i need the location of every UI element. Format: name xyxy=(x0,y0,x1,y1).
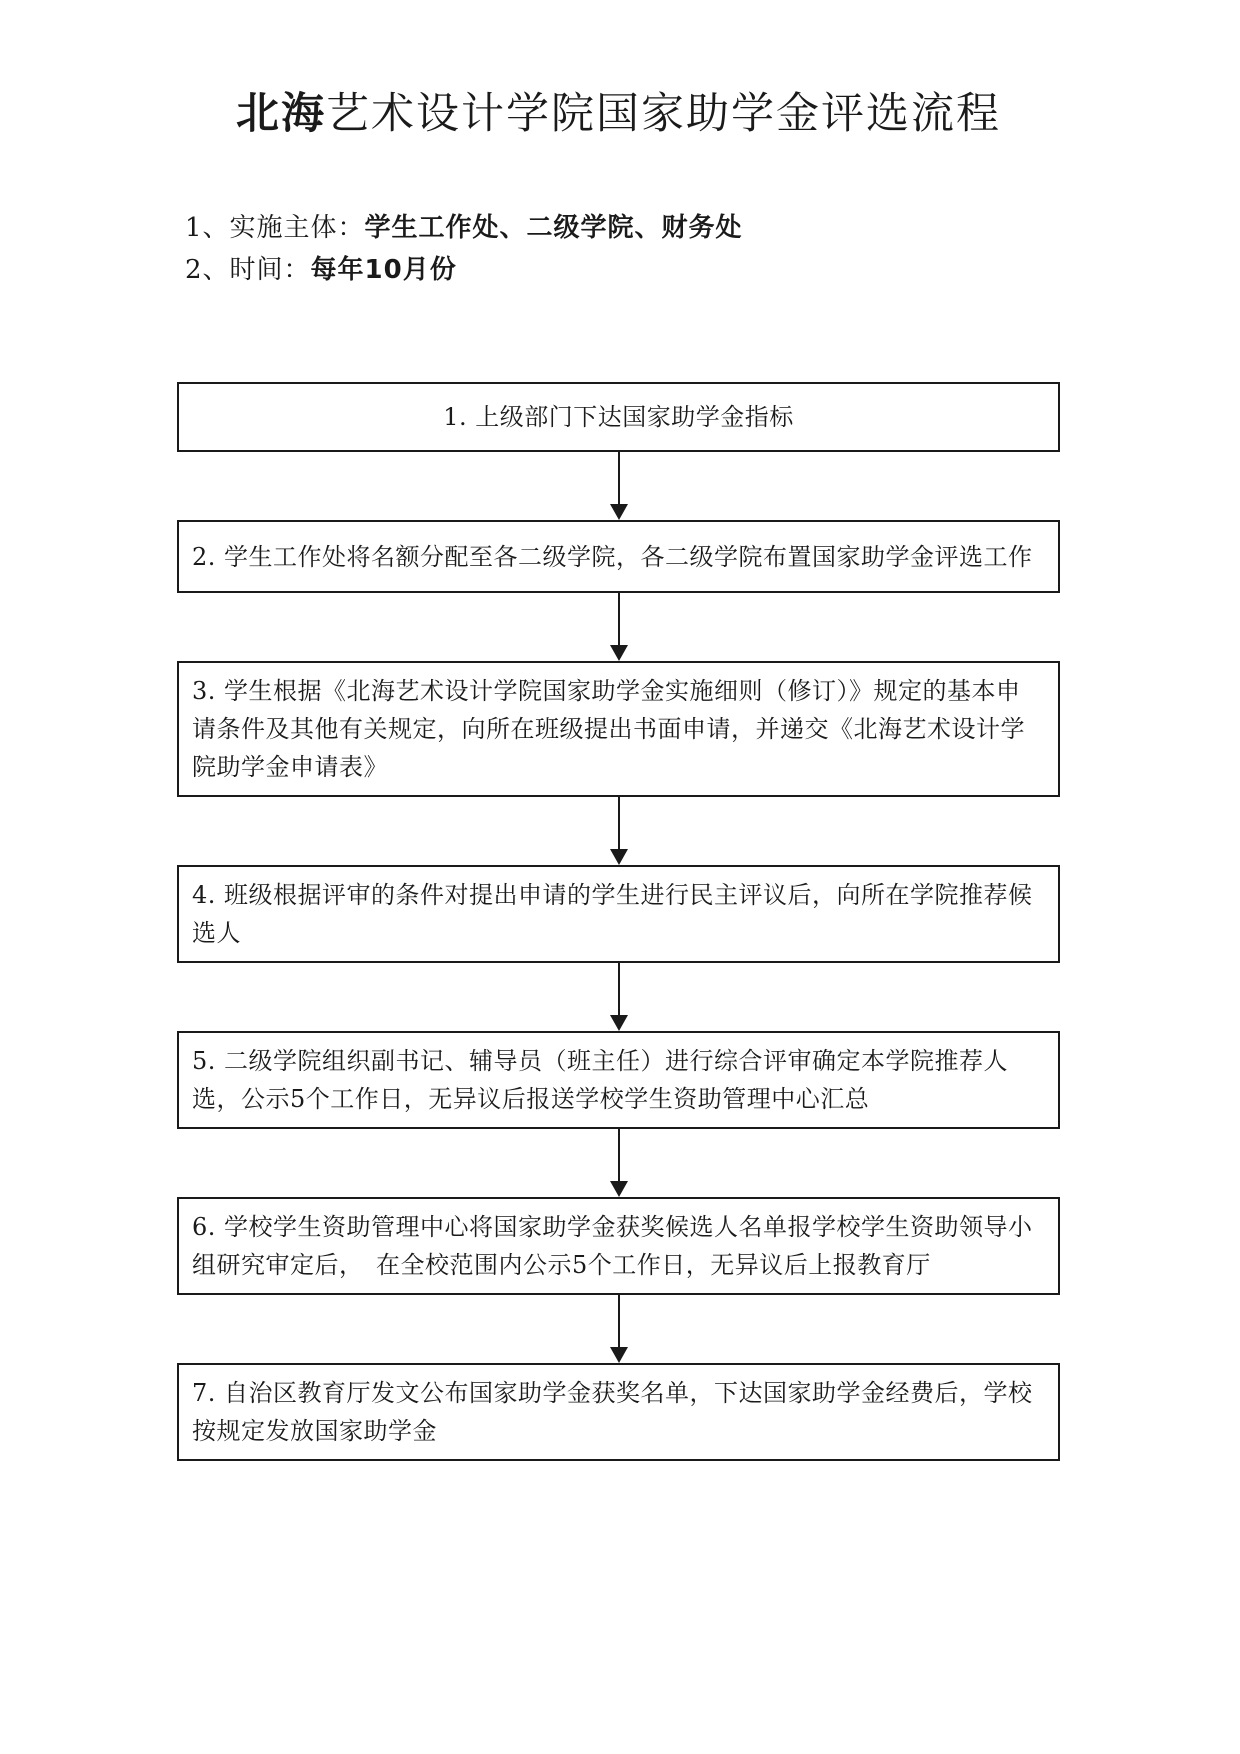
flow-step-6-text: 6. 学校学生资助管理中心将国家助学金获奖候选人名单报学校学生资助领导小组研究审定后， 在全校范围内公示5个工作日，无异议后上报教育厅 xyxy=(192,1213,1033,1279)
flowchart xyxy=(177,382,1060,1461)
meta-value-time: 每年10月份 xyxy=(310,255,457,285)
flow-step-1-text: 1. 上级部门下达国家助学金指标 xyxy=(443,403,794,431)
meta-value-implementers: 学生工作处、二级学院、财务处 xyxy=(364,213,743,243)
arrow-head xyxy=(610,1181,628,1197)
arrow-line xyxy=(618,1129,620,1182)
meta-label-implementers: 1、实施主体： xyxy=(185,213,365,243)
arrow-line xyxy=(618,593,620,646)
flow-step-6 xyxy=(177,1197,1060,1295)
flow-step-2 xyxy=(177,520,1060,593)
arrow-head xyxy=(610,1015,628,1031)
flow-step-3 xyxy=(177,661,1060,797)
flow-step-1 xyxy=(177,382,1060,452)
down-arrow-icon xyxy=(177,963,1060,1031)
meta-label-time: 2、时间： xyxy=(185,255,311,285)
title-prefix: 北海 xyxy=(236,89,326,139)
arrow-head xyxy=(610,1347,628,1363)
flow-step-3-text: 3. 学生根据《北海艺术设计学院国家助学金实施细则（修订）》规定的基本申请条件及其他有关规定，向所在班级提出书面申请，并递交《北海艺术设计学院助学金申请表》 xyxy=(192,677,1025,781)
arrow-head xyxy=(610,849,628,865)
arrow-head xyxy=(610,504,628,520)
meta-item-implementers xyxy=(185,213,1060,243)
flow-step-5-text: 5. 二级学院组织副书记、辅导员（班主任）进行综合评审确定本学院推荐人选，公示5个工作日，无异议后报送学校学生资助管理中心汇总 xyxy=(192,1047,1009,1113)
down-arrow-icon xyxy=(177,593,1060,661)
down-arrow-icon xyxy=(177,1129,1060,1197)
arrow-line xyxy=(618,1295,620,1348)
flow-step-2-text: 2. 学生工作处将名额分配至各二级学院，各二级学院布置国家助学金评选工作 xyxy=(192,542,1033,571)
flow-step-5 xyxy=(177,1031,1060,1129)
page-title xyxy=(177,88,1060,140)
arrow-line xyxy=(618,797,620,850)
meta-list xyxy=(177,213,1060,285)
flow-step-4-text: 4. 班级根据评审的条件对提出申请的学生进行民主评议后，向所在学院推荐候选人 xyxy=(192,881,1033,947)
meta-item-time xyxy=(185,255,1060,285)
down-arrow-icon xyxy=(177,452,1060,520)
down-arrow-icon xyxy=(177,1295,1060,1363)
title-rest: 艺术设计学院国家助学金评选流程 xyxy=(326,89,1001,139)
arrow-line xyxy=(618,452,620,505)
arrow-head xyxy=(610,645,628,661)
flow-step-7-text: 7. 自治区教育厅发文公布国家助学金获奖名单，下达国家助学金经费后，学校按规定发放国家助学金 xyxy=(192,1379,1033,1445)
flow-step-4 xyxy=(177,865,1060,963)
arrow-line xyxy=(618,963,620,1016)
down-arrow-icon xyxy=(177,797,1060,865)
flow-step-7 xyxy=(177,1363,1060,1461)
